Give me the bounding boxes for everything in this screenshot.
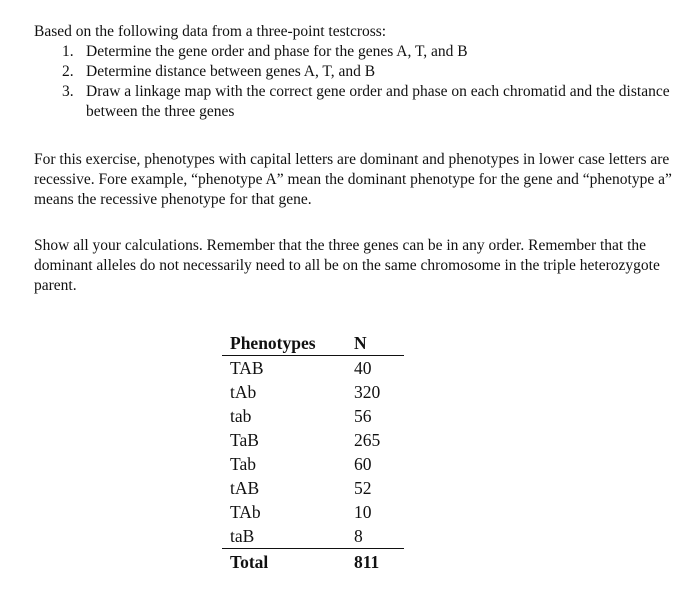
- phenotype-cell: tab: [230, 406, 252, 426]
- total-label: Total: [230, 552, 269, 572]
- table-header-row: [222, 331, 404, 356]
- count-cell: 52: [354, 478, 372, 498]
- count-cell: 320: [354, 382, 381, 402]
- task-number: 3.: [62, 83, 74, 100]
- phenotype-cell: TAB: [230, 358, 264, 378]
- count-cell: 56: [354, 406, 372, 426]
- phenotype-explanation: For this exercise, phenotypes with capital letters are dominant and phenotypes in lower case letters are recessive. Fore example, “phenotype A” mean the dominant phenotype for the gene and “phenotype a” means the recessive phenotype for that gene.: [34, 151, 672, 208]
- task-text: Determine distance between genes A, T, and B: [86, 63, 376, 80]
- table-row: [222, 428, 404, 452]
- table-row: [222, 404, 404, 428]
- intro-text: Based on the following data from a three-point testcross:: [34, 23, 387, 40]
- count-cell: 8: [348, 524, 404, 549]
- table-row: [222, 380, 404, 404]
- table-row: [222, 524, 404, 549]
- phenotype-cell: TAb: [230, 502, 261, 522]
- count-cell: 10: [354, 502, 372, 522]
- table-row: [222, 500, 404, 524]
- task-text: Draw a linkage map with the correct gene order and phase on each chromatid and the distance between the three genes: [86, 83, 670, 120]
- calculation-instructions: Show all your calculations. Remember that the three genes can be in any order. Remember that the dominant alleles do not necessarily need to all be on the same chromosome in the triple heterozygote parent.: [34, 237, 660, 294]
- task-item: [62, 42, 687, 62]
- task-item: [62, 62, 687, 82]
- phenotype-column-header: Phenotypes: [222, 331, 348, 356]
- table-row: [222, 452, 404, 476]
- phenotype-cell: TaB: [230, 430, 259, 450]
- task-text: Determine the gene order and phase for the genes A, T, and B: [86, 43, 468, 60]
- phenotype-cell: tAb: [230, 382, 257, 402]
- testcross-data-table: [222, 331, 404, 575]
- count-cell: 265: [354, 430, 381, 450]
- total-count: 811: [354, 552, 380, 572]
- table-row: [222, 476, 404, 500]
- count-cell: 60: [354, 454, 372, 474]
- phenotype-cell: taB: [222, 524, 348, 549]
- phenotype-cell: Tab: [230, 454, 256, 474]
- task-number: 1.: [62, 43, 74, 60]
- task-list: [62, 42, 687, 122]
- task-item: [62, 82, 687, 122]
- count-column-header: N: [348, 331, 404, 356]
- task-number: 2.: [62, 63, 74, 80]
- count-cell: 40: [354, 358, 372, 378]
- table-total-row: [222, 549, 404, 576]
- table-row: [222, 356, 404, 381]
- phenotype-cell: tAB: [230, 478, 260, 498]
